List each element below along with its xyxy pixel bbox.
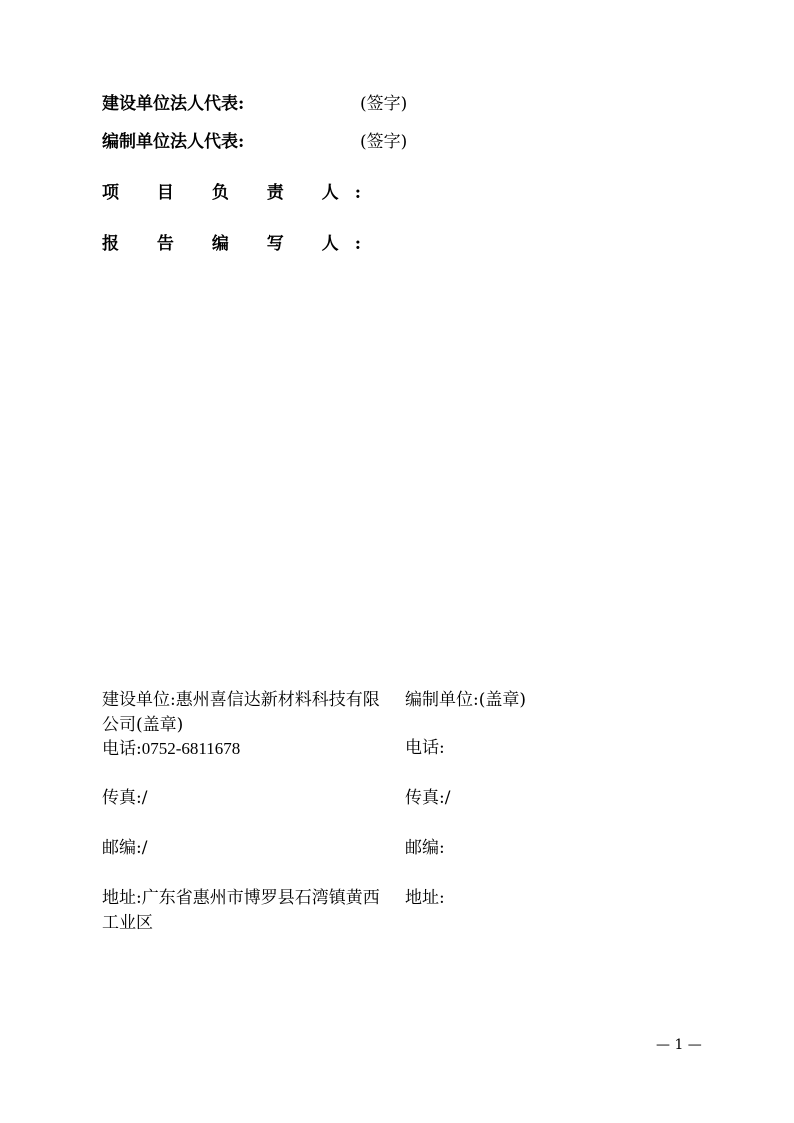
compiler-rep-label: 编制单位法人代表: bbox=[102, 132, 245, 152]
compiler-rep-line bbox=[102, 127, 408, 152]
compiler-rep-signature-note: (签字) bbox=[360, 132, 408, 152]
compiling-unit-postcode: 邮编: bbox=[405, 838, 445, 858]
construction-unit-address: 地址:广东省惠州市博罗县石湾镇黄西工业区 bbox=[102, 888, 380, 933]
construction-unit-phone-value: 0752-6811678 bbox=[141, 739, 241, 758]
project-lead-colon: : bbox=[354, 183, 361, 203]
compiling-unit-name: 编制单位:(盖章) bbox=[405, 690, 526, 710]
construction-rep-label: 建设单位法人代表: bbox=[102, 94, 245, 114]
construction-unit-postcode: 邮编:/ bbox=[102, 838, 148, 858]
compiling-unit-fax: 传真:/ bbox=[405, 788, 451, 808]
report-writer-colon: : bbox=[354, 234, 361, 254]
report-writer-label: 报 告 编 写 人 bbox=[102, 234, 355, 254]
construction-rep-signature-note: (签字) bbox=[360, 94, 408, 114]
project-lead-line bbox=[102, 178, 361, 203]
compiling-unit-address: 地址: bbox=[405, 888, 445, 908]
construction-unit-name: 建设单位:惠州喜信达新材料科技有限公司(盖章) bbox=[102, 690, 380, 735]
construction-unit-phone-label: 电话: bbox=[102, 739, 142, 759]
page-number: — 1 — bbox=[656, 1037, 702, 1053]
compiling-unit-phone: 电话: bbox=[405, 738, 445, 758]
construction-rep-line bbox=[102, 89, 408, 114]
construction-unit-phone bbox=[102, 736, 392, 762]
construction-unit-fax: 传真:/ bbox=[102, 788, 148, 808]
project-lead-label: 项 目 负 责 人 bbox=[102, 183, 355, 203]
report-writer-line bbox=[102, 229, 361, 254]
